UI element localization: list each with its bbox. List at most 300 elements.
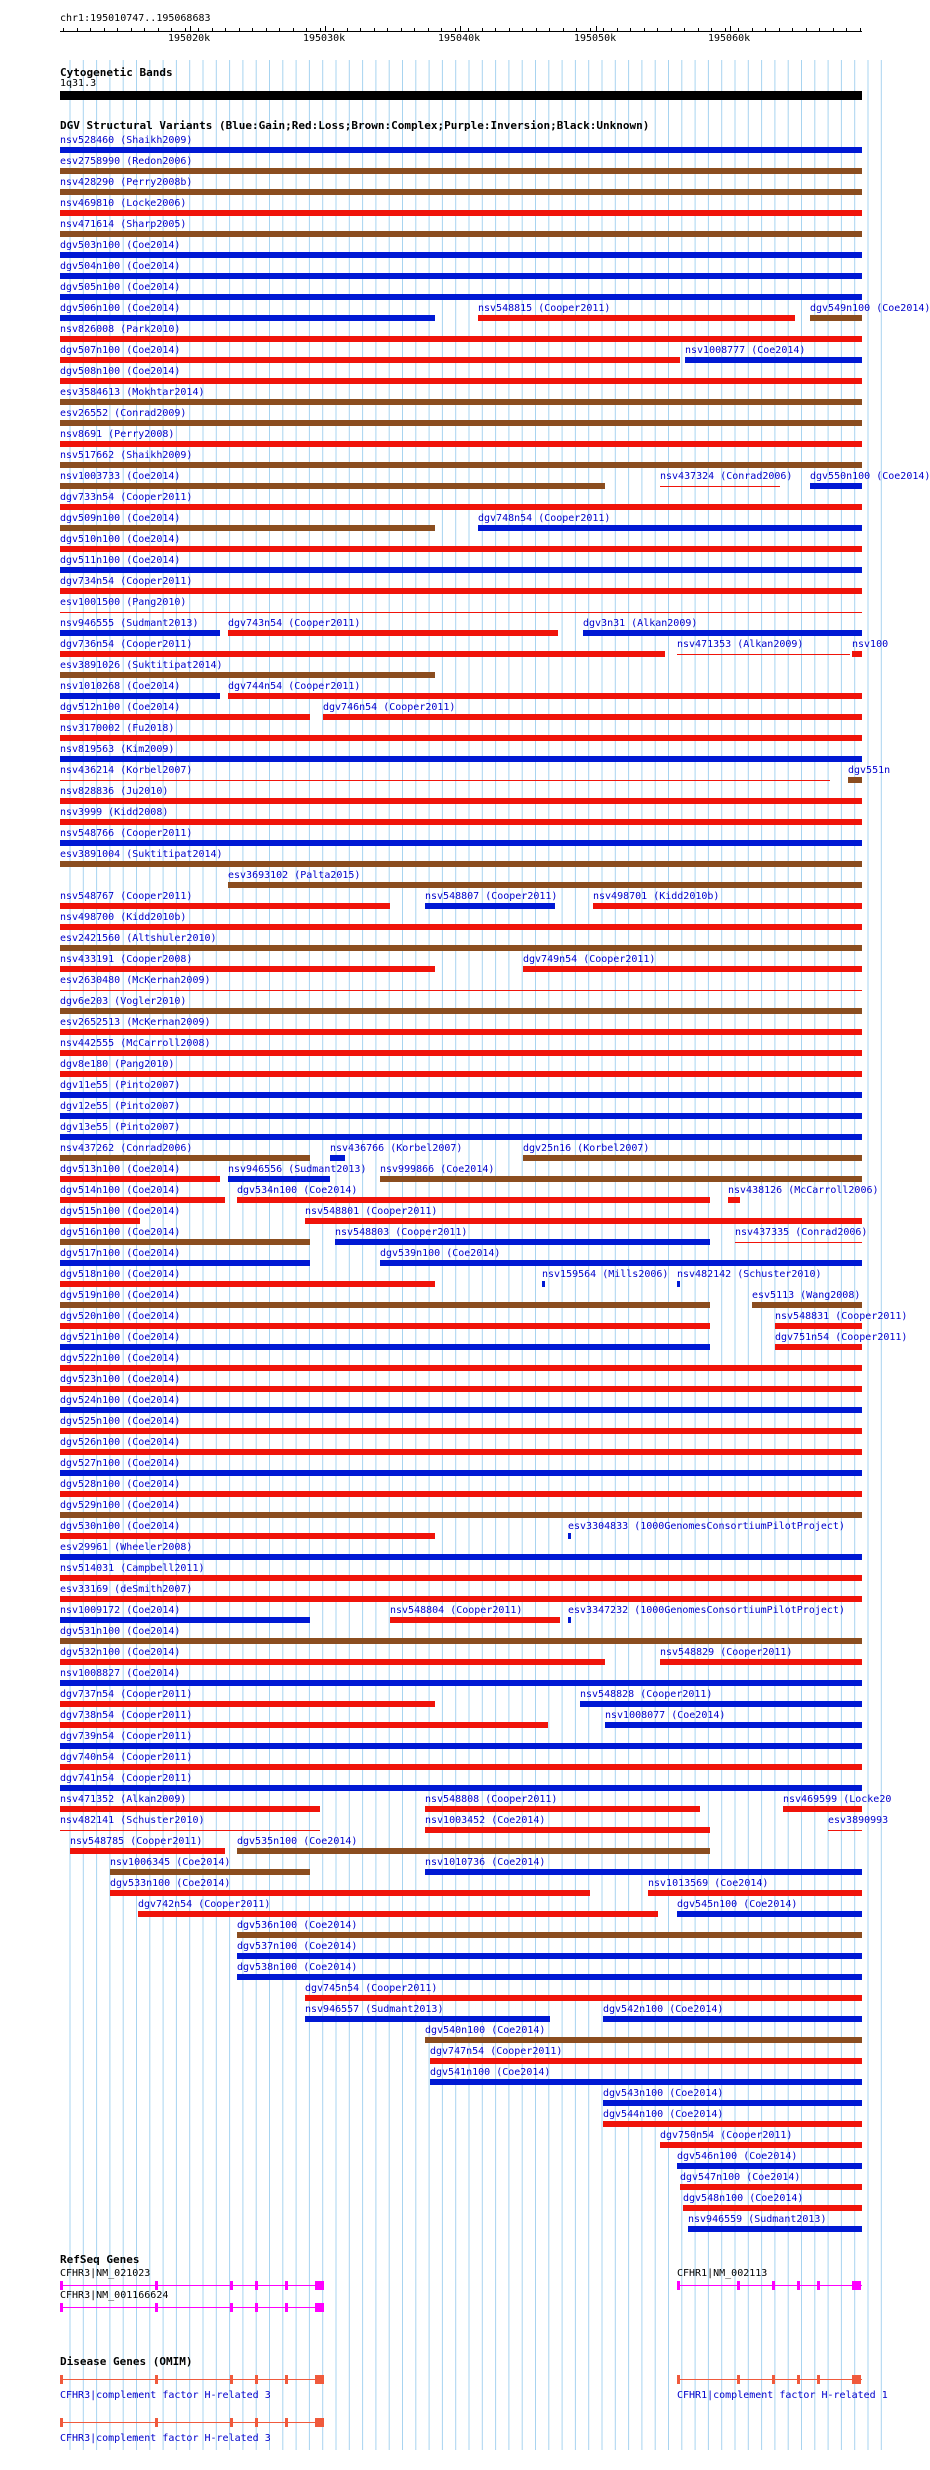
variant-bar[interactable]	[60, 1722, 548, 1728]
variant-bar[interactable]	[60, 1176, 220, 1182]
omim-line[interactable]	[60, 2379, 323, 2380]
gene-intron-line[interactable]	[60, 2285, 323, 2286]
variant-bar[interactable]	[228, 693, 862, 699]
variant-label[interactable]: nsv498701 (Kidd2010b)	[593, 891, 720, 902]
variant-bar[interactable]	[583, 630, 862, 636]
variant-bar[interactable]	[237, 1848, 710, 1854]
variant-bar[interactable]	[60, 567, 862, 573]
omim-exon[interactable]	[737, 2375, 740, 2384]
variant-bar[interactable]	[60, 1134, 862, 1140]
variant-label[interactable]: dgv507n100 (Coe2014)	[60, 345, 181, 356]
variant-label[interactable]: dgv516n100 (Coe2014)	[60, 1227, 181, 1238]
omim-exon[interactable]	[772, 2375, 775, 2384]
variant-bar[interactable]	[478, 525, 862, 531]
variant-bar[interactable]	[60, 546, 862, 552]
variant-label[interactable]: dgv751n54 (Cooper2011)	[775, 1332, 908, 1343]
variant-bar[interactable]	[688, 2226, 862, 2232]
variant-label[interactable]: esv2758990 (Redon2006)	[60, 156, 193, 167]
variant-bar[interactable]	[677, 2163, 862, 2169]
variant-label[interactable]: dgv504n100 (Coe2014)	[60, 261, 181, 272]
variant-label[interactable]: dgv746n54 (Cooper2011)	[323, 702, 456, 713]
variant-bar[interactable]	[60, 1785, 862, 1791]
variant-label[interactable]: esv3584613 (Mokhtar2014)	[60, 387, 205, 398]
variant-bar[interactable]	[660, 2142, 862, 2148]
variant-label[interactable]: nsv819563 (Kim2009)	[60, 744, 175, 755]
variant-bar[interactable]	[60, 861, 862, 867]
variant-bar[interactable]	[60, 357, 680, 363]
variant-label[interactable]: dgv527n100 (Coe2014)	[60, 1458, 181, 1469]
variant-label[interactable]: nsv159564 (Mills2006)	[542, 1269, 669, 1280]
variant-bar[interactable]	[237, 1197, 710, 1203]
variant-label[interactable]: dgv532n100 (Coe2014)	[60, 1647, 181, 1658]
variant-short-bar[interactable]	[542, 1281, 545, 1287]
variant-bar[interactable]	[60, 924, 862, 930]
variant-label[interactable]: nsv498700 (Kidd2010b)	[60, 912, 187, 923]
gene-intron-line[interactable]	[60, 2307, 323, 2308]
variant-bar[interactable]	[60, 1092, 862, 1098]
variant-label[interactable]: nsv100	[852, 639, 889, 650]
variant-label[interactable]: nsv1008777 (Coe2014)	[685, 345, 806, 356]
variant-bar[interactable]	[852, 651, 862, 657]
variant-label[interactable]: dgv517n100 (Coe2014)	[60, 1248, 181, 1259]
variant-bar[interactable]	[775, 1323, 862, 1329]
variant-bar[interactable]	[60, 819, 862, 825]
variant-bar[interactable]	[60, 378, 862, 384]
variant-label[interactable]: dgv540n100 (Coe2014)	[425, 2025, 546, 2036]
variant-bar[interactable]	[478, 315, 795, 321]
variant-bar[interactable]	[228, 630, 558, 636]
variant-label[interactable]: dgv11e55 (Pinto2007)	[60, 1080, 181, 1091]
variant-label[interactable]: dgv544n100 (Coe2014)	[603, 2109, 724, 2120]
variant-label[interactable]: dgv550n100 (Coe2014)	[810, 471, 930, 482]
variant-bar[interactable]	[237, 1932, 862, 1938]
gene-exon[interactable]	[230, 2281, 233, 2290]
variant-label[interactable]: dgv545n100 (Coe2014)	[677, 1899, 798, 1910]
variant-bar[interactable]	[60, 798, 862, 804]
omim-exon[interactable]	[285, 2375, 288, 2384]
variant-label[interactable]: dgv25n16 (Korbel2007)	[523, 1143, 650, 1154]
gene-exon[interactable]	[315, 2303, 324, 2312]
variant-label[interactable]: nsv1006345 (Coe2014)	[110, 1857, 231, 1868]
variant-label[interactable]: dgv745n54 (Cooper2011)	[305, 1983, 438, 1994]
variant-label[interactable]: nsv482142 (Schuster2010)	[677, 1269, 822, 1280]
variant-label[interactable]: nsv528460 (Shaikh2009)	[60, 135, 193, 146]
variant-bar[interactable]	[60, 1407, 862, 1413]
variant-bar[interactable]	[60, 189, 862, 195]
variant-bar[interactable]	[60, 1155, 310, 1161]
omim-exon[interactable]	[155, 2418, 158, 2427]
variant-label[interactable]: dgv524n100 (Coe2014)	[60, 1395, 181, 1406]
variant-bar[interactable]	[138, 1911, 658, 1917]
variant-label[interactable]: dgv528n100 (Coe2014)	[60, 1479, 181, 1490]
variant-label[interactable]: dgv3n31 (Alkan2009)	[583, 618, 698, 629]
variant-label[interactable]: dgv541n100 (Coe2014)	[430, 2067, 551, 2078]
variant-bar[interactable]	[60, 714, 310, 720]
gene-label[interactable]: CFHR3|NM_021023	[60, 2268, 151, 2279]
variant-bar[interactable]	[60, 1617, 310, 1623]
variant-bar[interactable]	[60, 1344, 710, 1350]
variant-thin-bar[interactable]	[60, 1830, 320, 1831]
variant-bar[interactable]	[425, 903, 555, 909]
variant-bar[interactable]	[660, 1659, 862, 1665]
variant-label[interactable]: esv2421560 (Altshuler2010)	[60, 933, 217, 944]
variant-label[interactable]: dgv542n100 (Coe2014)	[603, 2004, 724, 2015]
variant-label[interactable]: esv33169 (deSmith2007)	[60, 1584, 193, 1595]
variant-label[interactable]: esv29961 (Wheeler2008)	[60, 1542, 193, 1553]
gene-exon[interactable]	[817, 2281, 820, 2290]
variant-label[interactable]: dgv8e180 (Pang2010)	[60, 1059, 175, 1070]
variant-bar[interactable]	[60, 1239, 310, 1245]
variant-bar[interactable]	[60, 1743, 862, 1749]
variant-label[interactable]: nsv548815 (Cooper2011)	[478, 303, 611, 314]
variant-bar[interactable]	[60, 903, 390, 909]
variant-label[interactable]: nsv437335 (Conrad2006)	[735, 1227, 868, 1238]
variant-label[interactable]: nsv548767 (Cooper2011)	[60, 891, 193, 902]
variant-bar[interactable]	[60, 252, 862, 258]
variant-bar[interactable]	[430, 2058, 862, 2064]
variant-label[interactable]: dgv531n100 (Coe2014)	[60, 1626, 181, 1637]
variant-bar[interactable]	[60, 525, 435, 531]
variant-bar[interactable]	[60, 168, 862, 174]
omim-label[interactable]: CFHR1|complement factor H-related 1	[677, 2390, 888, 2401]
gene-exon[interactable]	[797, 2281, 800, 2290]
variant-bar[interactable]	[60, 504, 862, 510]
variant-label[interactable]: dgv519n100 (Coe2014)	[60, 1290, 181, 1301]
variant-thin-bar[interactable]	[660, 486, 780, 487]
omim-exon[interactable]	[230, 2375, 233, 2384]
variant-bar[interactable]	[648, 1890, 862, 1896]
variant-bar[interactable]	[60, 1260, 310, 1266]
variant-short-bar[interactable]	[568, 1533, 571, 1539]
variant-label[interactable]: dgv547n100 (Coe2014)	[680, 2172, 801, 2183]
variant-label[interactable]: nsv548808 (Cooper2011)	[425, 1794, 558, 1805]
variant-label[interactable]: dgv509n100 (Coe2014)	[60, 513, 181, 524]
variant-label[interactable]: dgv539n100 (Coe2014)	[380, 1248, 501, 1259]
variant-bar[interactable]	[380, 1176, 862, 1182]
gene-intron-line[interactable]	[677, 2285, 862, 2286]
variant-bar[interactable]	[60, 441, 862, 447]
variant-label[interactable]: nsv1008077 (Coe2014)	[605, 1710, 726, 1721]
gene-exon[interactable]	[285, 2281, 288, 2290]
variant-label[interactable]: dgv511n100 (Coe2014)	[60, 555, 181, 566]
variant-label[interactable]: nsv469810 (Locke2006)	[60, 198, 187, 209]
variant-label[interactable]: dgv736n54 (Cooper2011)	[60, 639, 193, 650]
variant-label[interactable]: dgv512n100 (Coe2014)	[60, 702, 181, 713]
variant-bar[interactable]	[305, 2016, 550, 2022]
variant-bar[interactable]	[60, 231, 862, 237]
variant-label[interactable]: esv3890993	[828, 1815, 889, 1826]
variant-label[interactable]: dgv529n100 (Coe2014)	[60, 1500, 181, 1511]
variant-label[interactable]: nsv999866 (Coe2014)	[380, 1164, 495, 1175]
variant-bar[interactable]	[848, 777, 862, 783]
variant-label[interactable]: esv1001500 (Pang2010)	[60, 597, 187, 608]
variant-label[interactable]: dgv12e55 (Pinto2007)	[60, 1101, 181, 1112]
variant-label[interactable]: dgv533n100 (Coe2014)	[110, 1878, 231, 1889]
variant-label[interactable]: dgv548n100 (Coe2014)	[683, 2193, 804, 2204]
variant-bar[interactable]	[60, 1449, 862, 1455]
variant-label[interactable]: nsv469599 (Locke20	[783, 1794, 892, 1805]
variant-label[interactable]: nsv548804 (Cooper2011)	[390, 1605, 523, 1616]
variant-label[interactable]: dgv530n100 (Coe2014)	[60, 1521, 181, 1532]
variant-short-bar[interactable]	[568, 1617, 571, 1623]
variant-bar[interactable]	[60, 693, 220, 699]
gene-exon[interactable]	[60, 2281, 63, 2290]
variant-label[interactable]: dgv6e203 (Vogler2010)	[60, 996, 187, 1007]
omim-exon[interactable]	[315, 2418, 324, 2427]
variant-thin-bar[interactable]	[60, 780, 830, 781]
variant-label[interactable]: dgv525n100 (Coe2014)	[60, 1416, 181, 1427]
variant-bar[interactable]	[60, 840, 862, 846]
variant-label[interactable]: nsv1008827 (Coe2014)	[60, 1668, 181, 1679]
variant-label[interactable]: nsv3999 (Kidd2008)	[60, 807, 169, 818]
variant-bar[interactable]	[60, 294, 862, 300]
variant-label[interactable]: dgv738n54 (Cooper2011)	[60, 1710, 193, 1721]
variant-label[interactable]: nsv3170002 (Fu2018)	[60, 723, 175, 734]
variant-bar[interactable]	[60, 1029, 862, 1035]
variant-label[interactable]: dgv508n100 (Coe2014)	[60, 366, 181, 377]
variant-label[interactable]: nsv946557 (Sudmant2013)	[305, 2004, 444, 2015]
omim-line[interactable]	[677, 2379, 862, 2380]
variant-bar[interactable]	[685, 357, 862, 363]
variant-label[interactable]: dgv510n100 (Coe2014)	[60, 534, 181, 545]
variant-label[interactable]: esv3304833 (1000GenomesConsortiumPilotProject)	[568, 1521, 845, 1532]
variant-bar[interactable]	[60, 756, 862, 762]
omim-exon[interactable]	[677, 2375, 680, 2384]
variant-bar[interactable]	[305, 1218, 862, 1224]
variant-label[interactable]: dgv515n100 (Coe2014)	[60, 1206, 181, 1217]
variant-bar[interactable]	[237, 1953, 862, 1959]
variant-bar[interactable]	[60, 1533, 435, 1539]
variant-bar[interactable]	[60, 1512, 862, 1518]
gene-exon[interactable]	[737, 2281, 740, 2290]
variant-bar[interactable]	[430, 2079, 862, 2085]
variant-bar[interactable]	[110, 1890, 590, 1896]
variant-short-bar[interactable]	[330, 1155, 345, 1161]
variant-bar[interactable]	[237, 1974, 862, 1980]
variant-label[interactable]: dgv740n54 (Cooper2011)	[60, 1752, 193, 1763]
variant-bar[interactable]	[60, 399, 862, 405]
variant-label[interactable]: dgv518n100 (Coe2014)	[60, 1269, 181, 1280]
variant-label[interactable]: nsv471352 (Alkan2009)	[60, 1794, 187, 1805]
variant-bar[interactable]	[60, 1575, 862, 1581]
variant-label[interactable]: dgv739n54 (Cooper2011)	[60, 1731, 193, 1742]
variant-bar[interactable]	[60, 147, 862, 153]
variant-bar[interactable]	[60, 1764, 862, 1770]
variant-label[interactable]: nsv946559 (Sudmant2013)	[688, 2214, 827, 2225]
variant-short-bar[interactable]	[677, 1281, 680, 1287]
variant-label[interactable]: dgv549n100 (Coe2014)	[810, 303, 930, 314]
variant-bar[interactable]	[60, 1638, 862, 1644]
variant-label[interactable]: dgv536n100 (Coe2014)	[237, 1920, 358, 1931]
variant-label[interactable]: dgv747n54 (Cooper2011)	[430, 2046, 563, 2057]
variant-bar[interactable]	[60, 1365, 862, 1371]
variant-label[interactable]: nsv437324 (Conrad2006)	[660, 471, 793, 482]
variant-label[interactable]: dgv534n100 (Coe2014)	[237, 1185, 358, 1196]
variant-label[interactable]: dgv737n54 (Cooper2011)	[60, 1689, 193, 1700]
variant-bar[interactable]	[335, 1239, 710, 1245]
variant-bar[interactable]	[60, 1596, 862, 1602]
variant-bar[interactable]	[775, 1344, 862, 1350]
variant-label[interactable]: nsv1010736 (Coe2014)	[425, 1857, 546, 1868]
gene-exon[interactable]	[255, 2303, 258, 2312]
variant-label[interactable]: dgv551n	[848, 765, 891, 776]
variant-bar[interactable]	[60, 1386, 862, 1392]
variant-thin-bar[interactable]	[60, 990, 862, 991]
variant-label[interactable]: esv3891026 (Suktitipat2014)	[60, 660, 223, 671]
variant-bar[interactable]	[305, 1995, 862, 2001]
variant-label[interactable]: dgv503n100 (Coe2014)	[60, 240, 181, 251]
omim-exon[interactable]	[255, 2375, 258, 2384]
variant-bar[interactable]	[60, 1008, 862, 1014]
variant-bar[interactable]	[603, 2016, 862, 2022]
variant-bar[interactable]	[60, 315, 435, 321]
variant-bar[interactable]	[60, 651, 665, 657]
variant-bar[interactable]	[60, 1071, 862, 1077]
variant-label[interactable]: dgv744n54 (Cooper2011)	[228, 681, 361, 692]
variant-bar[interactable]	[752, 1302, 862, 1308]
variant-bar[interactable]	[228, 882, 862, 888]
variant-bar[interactable]	[683, 2205, 862, 2211]
variant-bar[interactable]	[60, 1281, 435, 1287]
variant-bar[interactable]	[60, 1491, 862, 1497]
variant-label[interactable]: nsv1003452 (Coe2014)	[425, 1815, 546, 1826]
variant-thin-bar[interactable]	[828, 1830, 862, 1831]
variant-label[interactable]: dgv543n100 (Coe2014)	[603, 2088, 724, 2099]
variant-thin-bar[interactable]	[677, 654, 850, 655]
variant-bar[interactable]	[70, 1848, 225, 1854]
variant-label[interactable]: nsv428290 (Perry2008b)	[60, 177, 193, 188]
variant-bar[interactable]	[425, 1827, 710, 1833]
variant-label[interactable]: dgv526n100 (Coe2014)	[60, 1437, 181, 1448]
variant-label[interactable]: dgv741n54 (Cooper2011)	[60, 1773, 193, 1784]
omim-exon[interactable]	[230, 2418, 233, 2427]
omim-label[interactable]: CFHR3|complement factor H-related 3	[60, 2433, 271, 2444]
cytoband-bar[interactable]	[60, 91, 862, 100]
gene-exon[interactable]	[155, 2281, 158, 2290]
variant-label[interactable]: nsv8691 (Perry2008)	[60, 429, 175, 440]
omim-exon[interactable]	[315, 2375, 324, 2384]
variant-bar[interactable]	[60, 1428, 862, 1434]
omim-exon[interactable]	[797, 2375, 800, 2384]
gene-exon[interactable]	[852, 2281, 861, 2290]
variant-bar[interactable]	[60, 1680, 862, 1686]
omim-exon[interactable]	[817, 2375, 820, 2384]
variant-bar[interactable]	[323, 714, 862, 720]
gene-exon[interactable]	[230, 2303, 233, 2312]
variant-label[interactable]: nsv1013569 (Coe2014)	[648, 1878, 769, 1889]
variant-bar[interactable]	[783, 1806, 862, 1812]
variant-label[interactable]: esv26552 (Conrad2009)	[60, 408, 187, 419]
variant-bar[interactable]	[390, 1617, 560, 1623]
variant-label[interactable]: dgv520n100 (Coe2014)	[60, 1311, 181, 1322]
variant-label[interactable]: nsv946556 (Sudmant2013)	[228, 1164, 367, 1175]
variant-bar[interactable]	[60, 1806, 320, 1812]
gene-exon[interactable]	[285, 2303, 288, 2312]
variant-bar[interactable]	[60, 735, 862, 741]
omim-exon[interactable]	[60, 2375, 63, 2384]
variant-label[interactable]: nsv548801 (Cooper2011)	[305, 1206, 438, 1217]
variant-label[interactable]: nsv436214 (Korbel2007)	[60, 765, 193, 776]
variant-label[interactable]: nsv828836 (Ju2010)	[60, 786, 169, 797]
variant-bar[interactable]	[228, 1176, 330, 1182]
variant-label[interactable]: nsv548803 (Cooper2011)	[335, 1227, 468, 1238]
variant-label[interactable]: nsv548828 (Cooper2011)	[580, 1689, 713, 1700]
variant-bar[interactable]	[60, 420, 862, 426]
omim-exon[interactable]	[852, 2375, 861, 2384]
variant-label[interactable]: dgv538n100 (Coe2014)	[237, 1962, 358, 1973]
variant-label[interactable]: nsv1010268 (Coe2014)	[60, 681, 181, 692]
variant-label[interactable]: nsv1003733 (Coe2014)	[60, 471, 181, 482]
variant-bar[interactable]	[60, 336, 862, 342]
variant-label[interactable]: dgv546n100 (Coe2014)	[677, 2151, 798, 2162]
variant-label[interactable]: nsv514031 (Campbell2011)	[60, 1563, 205, 1574]
variant-bar[interactable]	[60, 1470, 862, 1476]
gene-exon[interactable]	[60, 2303, 63, 2312]
variant-label[interactable]: nsv1009172 (Coe2014)	[60, 1605, 181, 1616]
variant-label[interactable]: dgv742n54 (Cooper2011)	[138, 1899, 271, 1910]
variant-label[interactable]: nsv438126 (McCarroll2006)	[728, 1185, 879, 1196]
variant-bar[interactable]	[60, 945, 862, 951]
omim-exon[interactable]	[60, 2418, 63, 2427]
variant-bar[interactable]	[523, 966, 862, 972]
omim-exon[interactable]	[255, 2418, 258, 2427]
variant-bar[interactable]	[60, 588, 862, 594]
omim-line[interactable]	[60, 2422, 323, 2423]
variant-label[interactable]: nsv471353 (Alkan2009)	[677, 639, 804, 650]
variant-bar[interactable]	[60, 672, 435, 678]
variant-label[interactable]: nsv548785 (Cooper2011)	[70, 1836, 203, 1847]
variant-label[interactable]: nsv436766 (Korbel2007)	[330, 1143, 463, 1154]
gene-exon[interactable]	[772, 2281, 775, 2290]
variant-label[interactable]: dgv733n54 (Cooper2011)	[60, 492, 193, 503]
variant-label[interactable]: esv3891004 (Suktitipat2014)	[60, 849, 223, 860]
variant-label[interactable]: dgv535n100 (Coe2014)	[237, 1836, 358, 1847]
variant-bar[interactable]	[60, 630, 220, 636]
variant-label[interactable]: nsv826008 (Park2010)	[60, 324, 181, 335]
variant-label[interactable]: dgv537n100 (Coe2014)	[237, 1941, 358, 1952]
variant-thin-bar[interactable]	[60, 612, 862, 613]
variant-bar[interactable]	[580, 1701, 862, 1707]
variant-label[interactable]: dgv748n54 (Cooper2011)	[478, 513, 611, 524]
variant-label[interactable]: nsv548831 (Cooper2011)	[775, 1311, 908, 1322]
variant-label[interactable]: nsv548829 (Cooper2011)	[660, 1647, 793, 1658]
variant-label[interactable]: nsv437262 (Conrad2006)	[60, 1143, 193, 1154]
variant-bar[interactable]	[425, 2037, 862, 2043]
variant-label[interactable]: dgv750n54 (Cooper2011)	[660, 2130, 793, 2141]
variant-bar[interactable]	[603, 2121, 862, 2127]
variant-bar[interactable]	[523, 1155, 862, 1161]
variant-label[interactable]: nsv482141 (Schuster2010)	[60, 1815, 205, 1826]
variant-bar[interactable]	[605, 1722, 862, 1728]
variant-bar[interactable]	[60, 966, 435, 972]
variant-bar[interactable]	[380, 1260, 862, 1266]
variant-label[interactable]: nsv433191 (Cooper2008)	[60, 954, 193, 965]
variant-label[interactable]: nsv471614 (Sharp2005)	[60, 219, 187, 230]
variant-label[interactable]: nsv946555 (Sudmant2013)	[60, 618, 199, 629]
variant-label[interactable]: nsv517662 (Shaikh2009)	[60, 450, 193, 461]
variant-label[interactable]: dgv513n100 (Coe2014)	[60, 1164, 181, 1175]
variant-label[interactable]: nsv548766 (Cooper2011)	[60, 828, 193, 839]
variant-bar[interactable]	[60, 1113, 862, 1119]
variant-label[interactable]: nsv442555 (McCarroll2008)	[60, 1038, 211, 1049]
variant-bar[interactable]	[110, 1869, 310, 1875]
omim-label[interactable]: CFHR3|complement factor H-related 3	[60, 2390, 271, 2401]
variant-bar[interactable]	[810, 315, 862, 321]
variant-label[interactable]: dgv521n100 (Coe2014)	[60, 1332, 181, 1343]
variant-bar[interactable]	[425, 1806, 700, 1812]
variant-bar[interactable]	[677, 1911, 862, 1917]
gene-exon[interactable]	[155, 2303, 158, 2312]
